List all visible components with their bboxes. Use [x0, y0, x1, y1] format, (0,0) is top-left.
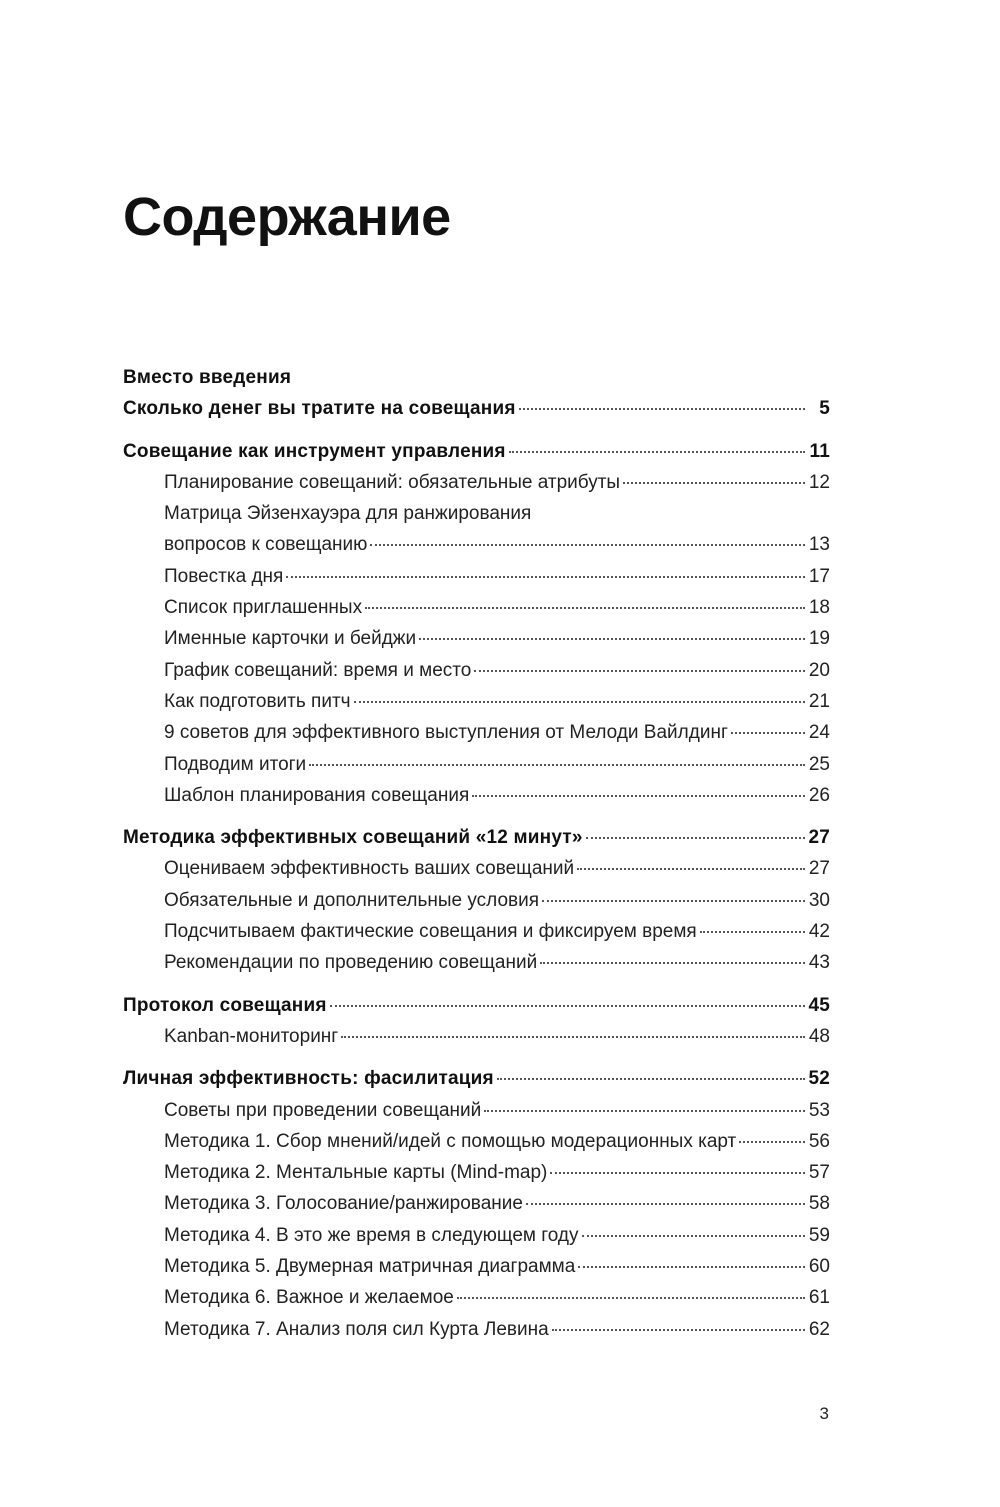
dot-leader: [586, 836, 805, 839]
toc-entry-title: Kanban-мониторинг: [164, 1025, 339, 1047]
dot-leader: [540, 961, 805, 964]
dot-leader: [509, 450, 805, 453]
toc-entry-title: Подсчитываем фактические совещания и фиксируем время: [164, 921, 697, 943]
toc-entry-page: 45: [808, 994, 830, 1016]
toc-entry-title: Методика 5. Двумерная матричная диаграмма: [164, 1256, 576, 1278]
toc-section: [123, 362, 830, 425]
dot-leader: [578, 1265, 805, 1268]
toc-entry-title: Методика 6. Важное и желаемое: [164, 1287, 454, 1309]
dot-leader: [552, 1328, 805, 1331]
toc-subsection-row[interactable]: [123, 592, 830, 623]
dot-leader: [739, 1140, 805, 1143]
dot-leader: [623, 481, 805, 484]
dot-leader: [365, 606, 805, 609]
toc-chapter-row[interactable]: [123, 393, 830, 424]
dot-leader: [370, 543, 805, 546]
toc-subsection-row[interactable]: [123, 885, 830, 916]
toc-entry-title: Именные карточки и бейджи: [164, 628, 417, 650]
toc-chapter-row[interactable]: [123, 822, 830, 853]
toc-entry-page: 18: [808, 597, 830, 619]
toc-entry-page: 53: [808, 1099, 830, 1121]
toc-chapter-row[interactable]: [123, 362, 830, 393]
toc-entry-page: 30: [808, 889, 830, 911]
toc-entry-page: 11: [809, 440, 830, 462]
toc-entry-page: 21: [808, 690, 830, 712]
toc-subsection-row[interactable]: [123, 1157, 830, 1188]
toc-subsection-row[interactable]: [123, 1251, 830, 1282]
toc-entry-title: График совещаний: время и место: [164, 659, 472, 681]
toc-entry-page: 12: [808, 471, 830, 493]
toc-entry-title: Методика 2. Ментальные карты (Mind-map): [164, 1162, 548, 1184]
toc-subsection-row[interactable]: [123, 1314, 830, 1345]
toc-subsection-row[interactable]: [123, 655, 830, 686]
toc-entry-title: Протокол совещания: [123, 994, 327, 1016]
toc-entry-page: 24: [808, 722, 830, 744]
toc-subsection-row[interactable]: [123, 780, 830, 811]
toc-section: [123, 1063, 830, 1345]
toc-subsection-row[interactable]: [123, 623, 830, 654]
page-title: Содержание: [123, 187, 451, 247]
toc-entry-title: Рекомендации по проведению совещаний: [164, 952, 538, 974]
toc-entry-title: Личная эффективность: фасилитация: [123, 1068, 494, 1090]
toc-entry-title: Сколько денег вы тратите на совещания: [123, 398, 516, 420]
toc-entry-title: Шаблон планирования совещания: [164, 784, 470, 806]
toc-section: [123, 822, 830, 978]
dot-leader: [419, 637, 805, 640]
toc-subsection-row[interactable]: [123, 1095, 830, 1126]
toc-entry-title: Обязательные и дополнительные условия: [164, 889, 540, 911]
dot-leader: [457, 1296, 805, 1299]
dot-leader: [582, 1234, 805, 1237]
toc-subsection-row[interactable]: [123, 529, 830, 560]
toc-entry-title: Методика 1. Сбор мнений/идей с помощью модерационных карт: [164, 1130, 737, 1152]
toc-subsection-row[interactable]: [123, 1126, 830, 1157]
toc-entry-title: Матрица Эйзенхауэра для ранжирования: [164, 503, 532, 525]
toc-subsection-row[interactable]: [123, 749, 830, 780]
toc-chapter-row[interactable]: [123, 436, 830, 467]
toc-entry-title: вопросов к совещанию: [164, 534, 368, 556]
toc-subsection-row[interactable]: [123, 1188, 830, 1219]
dot-leader: [286, 575, 805, 578]
page-number: 3: [819, 1404, 829, 1423]
toc-entry-title: Вместо введения: [123, 367, 292, 388]
toc-entry-page: 48: [808, 1025, 830, 1047]
toc-subsection-row[interactable]: [123, 467, 830, 498]
toc-entry-page: 19: [808, 628, 830, 650]
toc-subsection-row[interactable]: [123, 947, 830, 978]
toc-entry-page: 26: [808, 784, 830, 806]
toc-entry-title: Советы при проведении совещаний: [164, 1099, 482, 1121]
dot-leader: [731, 731, 805, 734]
toc-subsection-row[interactable]: [123, 717, 830, 748]
toc-entry-page: 56: [808, 1130, 830, 1152]
table-of-contents: [123, 362, 830, 1356]
toc-entry-title: Оцениваем эффективность ваших совещаний: [164, 858, 575, 880]
dot-leader: [700, 930, 805, 933]
toc-entry-page: 59: [808, 1224, 830, 1246]
toc-entry-title: Повестка дня: [164, 565, 284, 587]
toc-entry-title: Совещание как инструмент управления: [123, 440, 506, 462]
toc-entry-title: Планирование совещаний: обязательные атрибуты: [164, 471, 621, 493]
dot-leader: [550, 1171, 805, 1174]
toc-entry-title: Методика 7. Анализ поля сил Курта Левина: [164, 1318, 549, 1340]
toc-subsection-row[interactable]: [123, 916, 830, 947]
dot-leader: [519, 407, 805, 410]
toc-entry-page: 58: [808, 1193, 830, 1215]
toc-subsection-row[interactable]: [123, 1021, 830, 1052]
toc-entry-title: Методика 3. Голосование/ранжирование: [164, 1193, 523, 1215]
toc-entry-page: 52: [808, 1068, 830, 1090]
toc-entry-title: 9 советов для эффективного выступления от Мелоди Вайлдинг: [164, 722, 728, 744]
dot-leader: [484, 1109, 805, 1112]
toc-entry-page: 20: [808, 659, 830, 681]
toc-entry-page: 43: [808, 952, 830, 974]
toc-entry-title: Методика 4. В это же время в следующем году: [164, 1224, 579, 1246]
dot-leader: [577, 867, 805, 870]
dot-leader: [309, 763, 805, 766]
dot-leader: [526, 1202, 805, 1205]
toc-entry-page: 27: [808, 827, 830, 849]
toc-subsection-row[interactable]: [123, 1282, 830, 1313]
toc-entry-page: 61: [808, 1287, 830, 1309]
toc-section: [123, 436, 830, 812]
toc-entry-page: 5: [819, 398, 830, 420]
dot-leader: [354, 700, 805, 703]
toc-section: [123, 990, 830, 1053]
toc-subsection-row[interactable]: [123, 686, 830, 717]
toc-entry-page: 57: [808, 1162, 830, 1184]
toc-subsection-row[interactable]: [123, 853, 830, 884]
toc-entry-title: Подводим итоги: [164, 753, 307, 775]
toc-entry-title: Методика эффективных совещаний «12 минут»: [123, 827, 583, 849]
dot-leader: [472, 794, 805, 797]
toc-chapter-row[interactable]: [123, 990, 830, 1021]
toc-entry-page: 42: [808, 921, 830, 943]
toc-entry-page: 27: [808, 858, 830, 880]
toc-subsection-row[interactable]: [123, 561, 830, 592]
toc-entry-page: 62: [808, 1318, 830, 1340]
dot-leader: [341, 1035, 805, 1038]
dot-leader: [330, 1004, 805, 1007]
toc-entry-title: Как подготовить питч: [164, 690, 351, 712]
dot-leader: [497, 1077, 805, 1080]
toc-chapter-row[interactable]: [123, 1063, 830, 1094]
toc-entry-page: 17: [808, 565, 830, 587]
toc-entry-title: Список приглашенных: [164, 597, 363, 619]
toc-subsection-row[interactable]: [123, 498, 830, 529]
dot-leader: [542, 899, 805, 902]
toc-entry-page: 13: [808, 534, 830, 556]
toc-subsection-row[interactable]: [123, 1220, 830, 1251]
toc-entry-page: 25: [808, 753, 830, 775]
dot-leader: [474, 669, 805, 672]
toc-entry-page: 60: [808, 1256, 830, 1278]
